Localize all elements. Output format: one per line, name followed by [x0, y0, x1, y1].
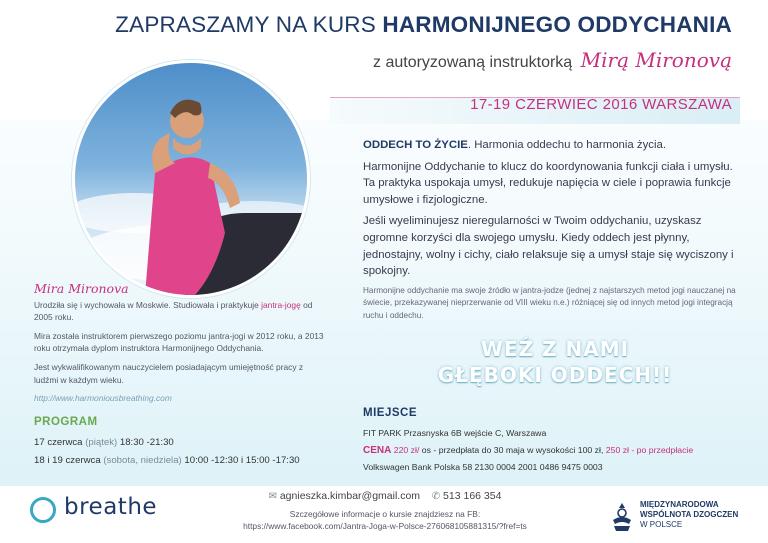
program-row-day: (piątek)	[85, 437, 118, 448]
price-note: os - przedpłata do 30 maja w wysokości 100 zł,	[421, 444, 604, 455]
price-label: CENA	[363, 444, 392, 456]
event-date: 17-19 CZERWIEC 2016 WARSZAWA	[470, 96, 732, 113]
program-row	[34, 452, 344, 470]
facebook-link[interactable]: https://www.facebook.com/Jantra-Joga-w-Polsce-276068105881315/?fref=ts	[243, 521, 527, 531]
bank-account: Volkswagen Bank Polska 58 2130 0004 2001 0486 9475 0003	[363, 462, 603, 472]
website-link[interactable]: http://www.harmoniousbreathing.com	[34, 393, 172, 404]
lead-rest: . Harmonia oddechu to harmonia życia.	[467, 139, 667, 151]
venue-title: MIEJSCE	[363, 407, 417, 419]
bio-paragraph-3: Jest wykwalifikowanym nauczycielem posiadającym umiejętność pracy z ludźmi w każdym wieku.	[34, 361, 304, 385]
instructor-photo	[72, 60, 310, 298]
program-row-date: 17 czerwca	[34, 437, 83, 448]
organization-name	[640, 500, 738, 530]
phone-icon: ✆	[431, 491, 441, 502]
description-paragraph-3: Jeśli wyeliminujesz nieregularności w Twoim oddychaniu, uzyskasz ogromne korzyści dla swojego umysłu. Kiedy oddech jest płynny, jednostajny, wolny i cichy, ciało relaksuje się a umysł staje się wyciszony i spokojny.	[363, 215, 734, 278]
venue-details	[363, 425, 753, 476]
lead-paragraph	[363, 137, 743, 154]
program-schedule	[34, 434, 344, 470]
program-row-time: 10:00 -12:30 i 15:00 -17:30	[184, 455, 300, 466]
title-bold: HARMONIJNEGO ODDYCHANIA	[382, 12, 732, 37]
bio-name: Mira Mironova	[34, 281, 129, 296]
logo-ring-icon	[30, 497, 56, 523]
bio-p1-end: od 2005 roku.	[34, 299, 313, 323]
contact-email[interactable]: agnieszka.kimbar@gmail.com	[279, 490, 421, 502]
page-title	[0, 12, 732, 38]
logo-text: breathe	[64, 494, 158, 520]
cta-line-2: GŁĘBOKI ODDECH!!	[437, 363, 673, 387]
dzogchen-emblem-icon	[610, 502, 634, 532]
subtitle	[373, 48, 732, 72]
instructor-photo-illustration	[75, 63, 307, 295]
program-row-time: 18:30 -21:30	[119, 437, 174, 448]
program-row-day: (sobota, niedziela)	[103, 455, 182, 466]
organization-logo	[606, 500, 756, 536]
org-line-1: MIĘDZYNARODOWA	[640, 500, 719, 509]
price-late: 250 zł - po przedpłacie	[605, 444, 694, 455]
contact-phone[interactable]: 513 166 354	[443, 490, 502, 502]
course-description	[363, 137, 743, 328]
contact-line	[220, 490, 550, 502]
info-line-1: Szczegółowe informacje o kursie znajdziesz na FB:	[289, 509, 481, 519]
instructor-bio	[34, 283, 324, 405]
org-line-3: W POLSCE	[640, 520, 683, 529]
bio-p1-text: Urodziła się i wychowała w Moskwie. Studiowała i praktykuje	[34, 299, 259, 310]
title-prefix: ZAPRASZAMY NA KURS	[115, 12, 376, 37]
bio-paragraph-2: Mira została instruktorem pierwszego poziomu jantra-jogi w 2012 roku, a 2013 roku otrzymała dyplom instruktora Harmonijnego Oddychania.	[34, 330, 324, 354]
description-small-print: Harmonijne oddychanie ma swoje źródło w jantra-jodze (jednej z najstarszych metod jogi nauczanej na świecie, przekazywanej nieprzerwanie od VIII wieku n.e.) różniącej się od innych metod jogi integracją ruchu i oddechu.	[363, 285, 736, 320]
price-line	[363, 442, 753, 460]
subtitle-text: z autoryzowaną instruktorką	[373, 54, 573, 71]
program-row-date: 18 i 19 czerwca	[34, 455, 101, 466]
call-to-action	[400, 336, 710, 388]
facebook-info	[190, 508, 580, 532]
program-row	[34, 434, 344, 452]
program-title: PROGRAM	[34, 416, 98, 428]
price-early: 220 zł/	[393, 444, 420, 455]
org-line-2: WSPÓLNOTA DZOGCZEN	[640, 510, 739, 519]
description-paragraph-2: Harmonijne Oddychanie to klucz do koordynowania funkcji ciała i umysłu. Ta praktyka uspokaja umysł, redukuje napięcia w ciele i poprawia funkcje umysłowe i fizjologiczne.	[363, 160, 733, 206]
bio-paragraph-1	[34, 299, 324, 324]
envelope-icon: ✉	[268, 491, 277, 502]
lead-bold: ODDECH TO ŻYCIE	[363, 139, 468, 151]
bio-p1-em: jantra-jogę	[261, 299, 301, 310]
instructor-name: Mirą Mironovą	[580, 48, 732, 72]
venue-address: FIT PARK Przasnyska 6B wejście C, Warszawa	[363, 428, 547, 438]
cta-line-1: WEŹ Z NAMI	[480, 337, 630, 361]
